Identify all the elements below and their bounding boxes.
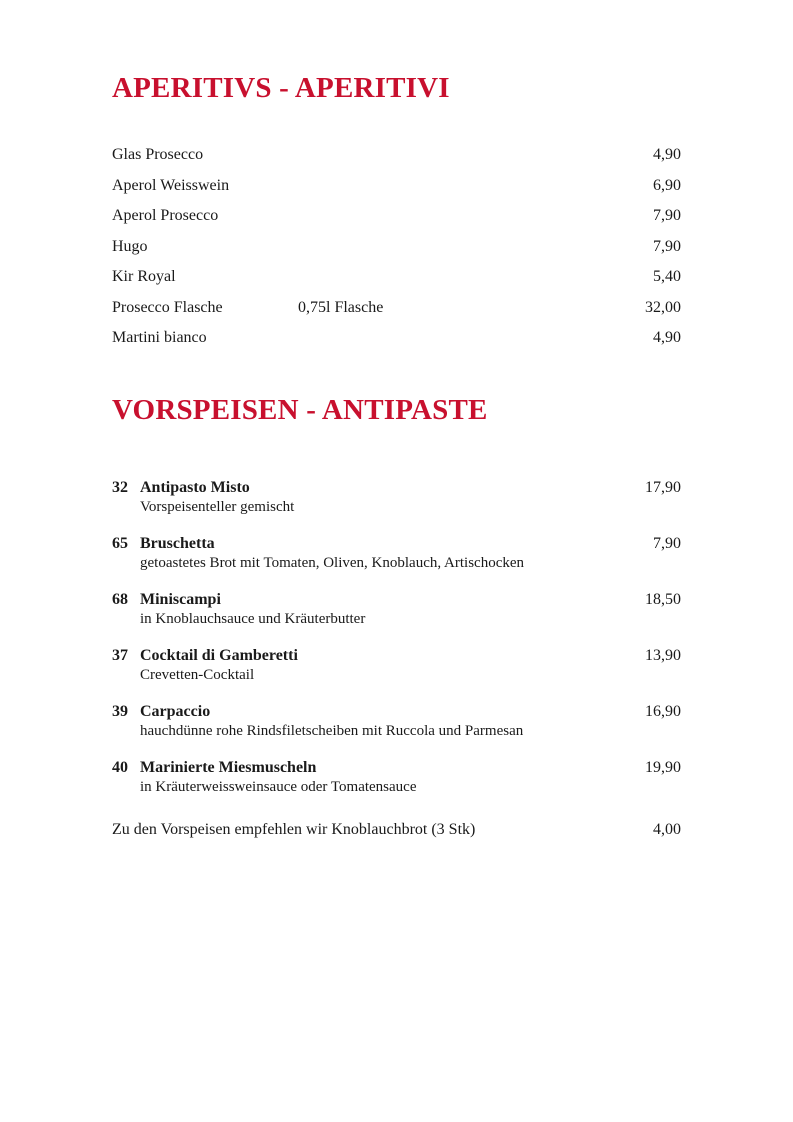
dish-heading xyxy=(112,758,316,778)
menu-item xyxy=(112,145,681,176)
item-name: Glas Prosecco xyxy=(112,146,204,163)
item-name: Prosecco Flasche xyxy=(112,298,223,316)
menu-item xyxy=(112,267,681,298)
dish-item xyxy=(112,646,681,702)
dish-item xyxy=(112,702,681,758)
dish-name: Marinierte Miesmuscheln xyxy=(140,759,317,776)
menu-item xyxy=(112,237,681,268)
dish-description: getoastetes Brot mit Tomaten, Oliven, Knoblauch, Artischocken xyxy=(140,555,525,571)
menu-item xyxy=(112,298,681,329)
section-title-aperitivs: APERITIVS - APERITIVI xyxy=(112,72,450,104)
aperitif-list xyxy=(112,145,681,359)
item-price: 6,90 xyxy=(653,176,681,194)
item-price: 7,90 xyxy=(653,207,681,224)
dish-description: Vorspeisenteller gemischt xyxy=(140,499,295,515)
dish-name: Cocktail di Gamberetti xyxy=(140,647,298,664)
dish-description: Crevetten-Cocktail xyxy=(140,667,255,683)
item-price: 5,40 xyxy=(653,268,681,285)
item-name: Aperol Weisswein xyxy=(112,176,230,194)
dish-number: 37 xyxy=(112,647,128,664)
dish-name: Miniscampi xyxy=(140,591,221,608)
dish-price: 13,90 xyxy=(645,647,681,664)
section-title-vorspeisen: VORSPEISEN - ANTIPASTE xyxy=(112,394,488,426)
dish-list xyxy=(112,478,681,814)
dish-number: 40 xyxy=(112,759,128,776)
item-name: Martini bianco xyxy=(112,329,207,346)
dish-heading xyxy=(112,478,250,498)
dish-price: 16,90 xyxy=(645,703,681,720)
item-price: 7,90 xyxy=(653,237,681,255)
dish-number: 32 xyxy=(112,479,128,496)
dish-name: Carpaccio xyxy=(140,703,211,720)
menu-item xyxy=(112,206,681,237)
dish-description: hauchdünne rohe Rindsfiletscheiben mit Ruccola und Parmesan xyxy=(140,723,524,739)
dish-name: Antipasto Misto xyxy=(140,479,250,496)
dish-heading xyxy=(112,646,298,666)
dish-heading xyxy=(112,590,221,610)
item-price: 4,90 xyxy=(653,146,681,163)
dish-number: 39 xyxy=(112,703,128,720)
dish-item xyxy=(112,590,681,646)
dish-price: 19,90 xyxy=(645,759,681,776)
menu-item xyxy=(112,328,681,359)
dish-description: in Kräuterweissweinsauce oder Tomatensauce xyxy=(140,779,417,795)
dish-item xyxy=(112,534,681,590)
item-price: 32,00 xyxy=(645,298,681,316)
dish-description: in Knoblauchsauce und Kräuterbutter xyxy=(140,611,366,627)
recommendation-text: Zu den Vorspeisen empfehlen wir Knoblauchbrot (3 Stk) xyxy=(112,821,476,838)
recommendation-price: 4,00 xyxy=(653,821,681,838)
dish-item xyxy=(112,478,681,534)
dish-heading xyxy=(112,534,215,554)
dish-price: 17,90 xyxy=(645,479,681,496)
menu-item xyxy=(112,176,681,207)
dish-price: 7,90 xyxy=(653,535,681,552)
dish-heading xyxy=(112,702,210,722)
dish-number: 68 xyxy=(112,591,128,608)
item-name: Kir Royal xyxy=(112,268,176,285)
recommendation-note xyxy=(112,820,681,840)
item-name: Aperol Prosecco xyxy=(112,207,219,224)
dish-item xyxy=(112,758,681,814)
item-name: Hugo xyxy=(112,237,148,255)
dish-number: 65 xyxy=(112,535,128,552)
dish-price: 18,50 xyxy=(645,591,681,608)
item-price: 4,90 xyxy=(653,329,681,346)
item-size: 0,75l Flasche xyxy=(298,298,384,316)
dish-name: Bruschetta xyxy=(140,535,215,552)
